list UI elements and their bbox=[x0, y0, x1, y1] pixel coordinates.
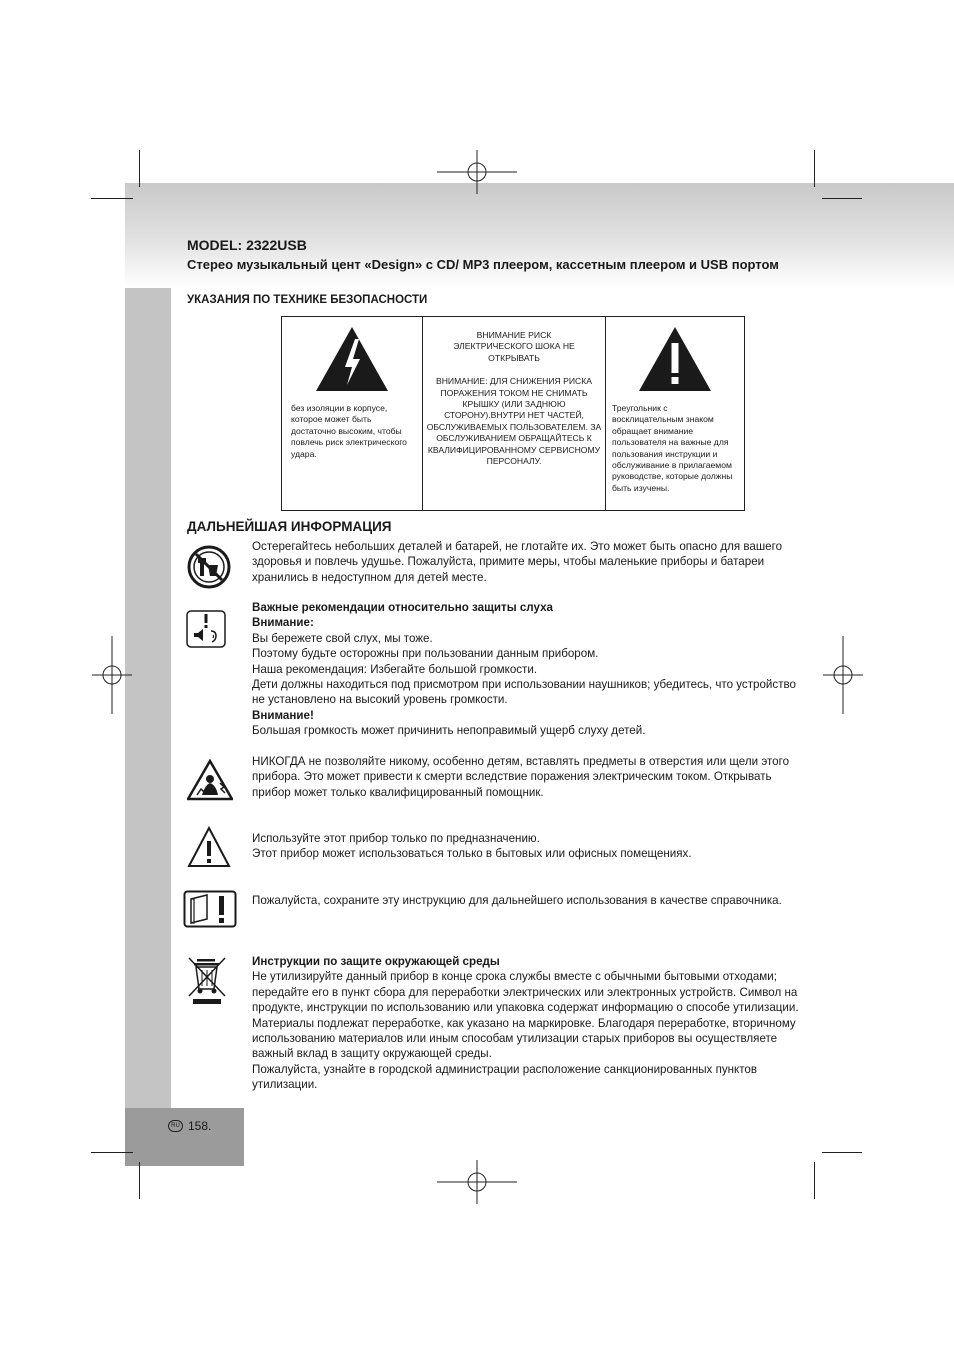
registration-mark-icon bbox=[437, 150, 517, 194]
hearing-line-5: Большая громкость может причинить непоправимый ущерб слуху детей. bbox=[252, 724, 646, 738]
language-badge: RU bbox=[168, 1120, 183, 1132]
crossed-bin-icon bbox=[186, 955, 228, 1005]
model-title: MODEL: 2322USB bbox=[187, 237, 307, 253]
hearing-title: Важные рекомендации относительно защиты слуха bbox=[252, 601, 553, 614]
warning-middle-caution: ВНИМАНИЕ РИСК ЭЛЕКТРИЧЕСКОГО ШОКА НЕ ОТКРЫВАТЬ bbox=[453, 330, 575, 363]
warning-left-text: без изоляции в корпусе, которое может быть достаточно высоким, чтобы повлечь риск электрического удара. bbox=[291, 403, 407, 459]
registration-mark-icon bbox=[437, 1160, 517, 1204]
environment-paragraph-3: Пожалуйста, узнайте в городской администрации расположение санкционированных пунктов утилизации. bbox=[252, 1062, 758, 1092]
crop-mark bbox=[91, 1152, 133, 1153]
never-insert-section bbox=[252, 754, 807, 800]
further-info-heading: ДАЛЬНЕЙШАЯ ИНФОРМАЦИЯ bbox=[187, 519, 392, 534]
electric-shock-warning-icon bbox=[187, 759, 233, 801]
crop-mark bbox=[822, 198, 862, 199]
environment-paragraph-2: Материалы подлежат переработке, как указано на маркировке. Благодаря переработке, вторичному использованию материалов или иным способам утилизации старых приборов вы осуществляете важный вклад в защиту окружающей среды. bbox=[252, 1016, 796, 1061]
footer-block bbox=[125, 1108, 244, 1166]
registration-mark-icon bbox=[823, 636, 863, 714]
warning-cell-left bbox=[282, 317, 423, 511]
hearing-line-1: Вы бережете свой слух, мы тоже. bbox=[252, 631, 433, 645]
environment-section bbox=[252, 954, 807, 1093]
hearing-attention-2: Внимание! bbox=[252, 708, 314, 722]
intended-use-line-1: Используйте этот прибор только по предназначению. bbox=[252, 832, 540, 845]
warning-middle-text: ВНИМАНИЕ: ДЛЯ СНИЖЕНИЯ РИСКА ПОРАЖЕНИЯ ТОКОМ НЕ СНИМАТЬ КРЫШКУ (ИЛИ ЗАДНЮЮ СТОРОНУ).ВНУТРИ НЕТ ЧАСТЕЙ, ОБСЛУЖИВАЕМЫХ ПОЛЬЗОВАТЕЛЕМ. ЗА ОБСЛУЖИВАНИЕМ ОБРАЩАЙТЕСЬ К КВАЛИФИЦИРОВАННОМУ СЕРВИСНОМУ ПЕРСОНАЛУ. bbox=[426, 376, 602, 467]
warning-table bbox=[281, 316, 745, 511]
hearing-line-3: Наша рекомендация: Избегайте большой громкости. bbox=[252, 662, 538, 676]
safety-heading: УКАЗАНИЯ ПО ТЕХНИКЕ БЕЗОПАСНОСТИ bbox=[187, 294, 428, 306]
crop-mark bbox=[822, 1152, 862, 1153]
hearing-line-4: Дети должны находиться под присмотром при использовании наушников; убедитесь, что устройство не установлено на высокий уровень громкости. bbox=[252, 678, 796, 707]
keep-manual-text: Пожалуйста, сохраните эту инструкцию для дальнейшего использования в качестве справочника. bbox=[252, 894, 782, 907]
exclamation-triangle-icon bbox=[637, 325, 713, 393]
crop-mark bbox=[814, 1162, 815, 1199]
intended-use-line-2: Этот прибор может использоваться только в бытовых или офисных помещениях. bbox=[252, 847, 692, 861]
small-parts-text: Остерегайтесь небольших деталей и батарей, не глотайте их. Это может быть опасно для вашего здоровья и повлечь удушье. Пожалуйста, примите меры, чтобы маленькие приборы и батареи хранились в недоступном для детей месте. bbox=[252, 540, 783, 584]
hearing-warning-icon bbox=[186, 610, 226, 648]
environment-paragraph-1: Не утилизируйте данный прибор в конце срока службы вместе с обычными бытовыми отходами; передайте его в пункт сбора для переработки электрических или электронных устройств. Символ на продукте, инструкции по использованию или упаковка содержат информацию о способе утилизации. bbox=[252, 970, 799, 1015]
warning-cell-middle bbox=[423, 317, 606, 511]
warning-cell-right bbox=[606, 317, 745, 511]
page-number bbox=[168, 1119, 211, 1133]
warning-right-text: Треугольник с восклицательным знаком обращает внимание пользователя на важные для пользования инструкции и обслуживание в прилагаемом руководстве, которые должны быть изучены. bbox=[612, 403, 733, 493]
hearing-attention-1: Внимание: bbox=[252, 616, 314, 630]
hearing-line-2: Поэтому будьте осторожны при пользовании данным прибором. bbox=[252, 647, 599, 661]
crop-mark bbox=[814, 150, 815, 187]
small-parts-section bbox=[252, 539, 807, 585]
manual-book-icon bbox=[183, 890, 237, 928]
product-subtitle: Стерео музыкальный цент «Design» с CD/ MP3 плеером, кассетным плеером и USB портом bbox=[187, 257, 779, 272]
intended-use-section bbox=[252, 831, 807, 862]
hearing-section bbox=[252, 600, 807, 739]
no-swallow-icon bbox=[187, 545, 231, 589]
environment-title: Инструкции по защите окружающей среды bbox=[252, 955, 500, 968]
crop-mark bbox=[91, 198, 133, 199]
keep-manual-section bbox=[252, 893, 807, 908]
crop-mark bbox=[139, 1162, 140, 1199]
never-insert-text: НИКОГДА не позволяйте никому, особенно детям, вставлять предметы в отверстия или щели этого прибора. Это может привести к смерти вследствие поражения электрическим током. Открывать прибор может только квалифицированный помощник. bbox=[252, 755, 790, 799]
registration-mark-icon bbox=[92, 636, 132, 714]
crop-mark bbox=[139, 150, 140, 187]
lightning-triangle-icon bbox=[314, 325, 390, 393]
page-number-text: 158. bbox=[188, 1119, 212, 1133]
caution-triangle-icon bbox=[187, 826, 231, 868]
